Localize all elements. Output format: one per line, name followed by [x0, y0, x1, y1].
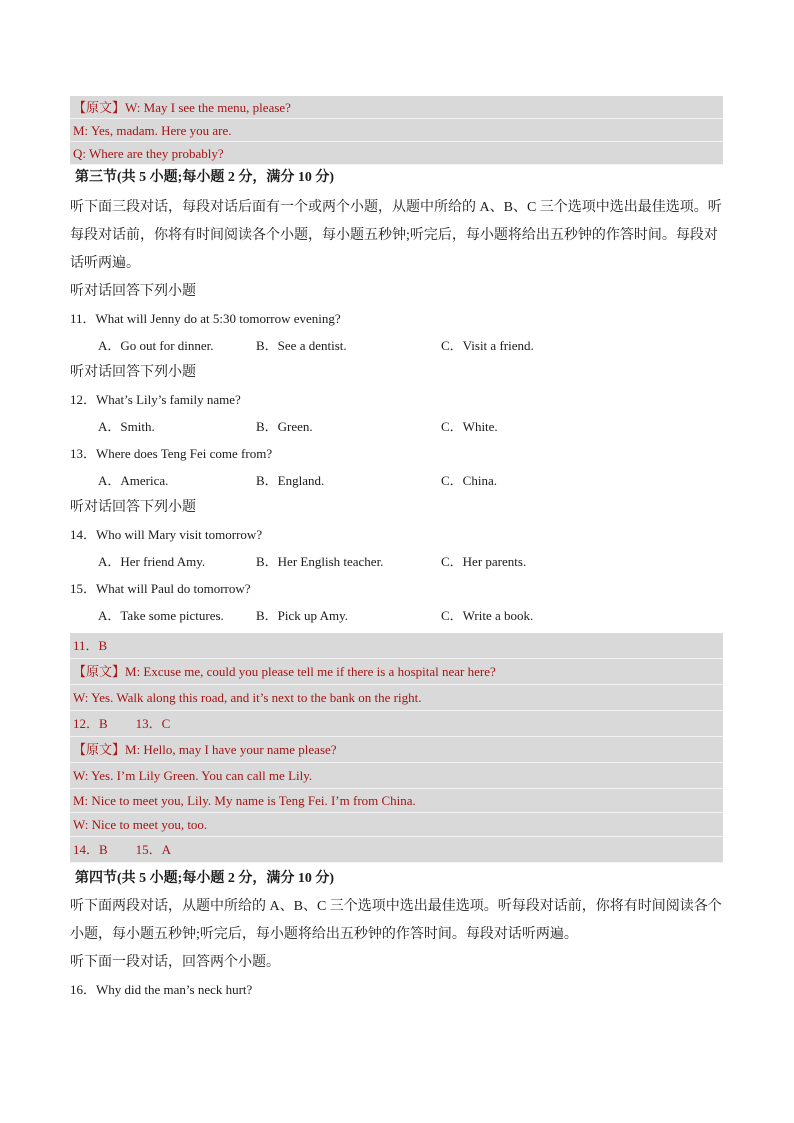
option-b: B．See a dentist.: [256, 338, 347, 353]
question-prompt: 听对话回答下列小题: [70, 365, 196, 380]
question-stem: 13．Where does Teng Fei come from?: [70, 446, 273, 461]
option-c: C．Her parents.: [441, 554, 527, 569]
transcript-line: [70, 737, 723, 763]
transcript-tag: 【原文】: [73, 742, 126, 757]
transcript-tag: 【原文】: [73, 100, 126, 115]
answer-12: 12．B: [73, 716, 108, 731]
transcript-line: W: Nice to meet you, too.: [70, 813, 723, 837]
transcript-text: M: Hello, may I have your name please?: [125, 742, 337, 757]
question-options: [70, 602, 723, 629]
answer-line: [70, 633, 723, 659]
option-a: A．Smith.: [98, 419, 155, 434]
answer-14: 14．B: [73, 842, 108, 857]
question-stem: 11．What will Jenny do at 5:30 tomorrow evening?: [70, 311, 341, 326]
section-instructions: 听下面三段对话，每段对话后面有一个或两个小题，从题中所给的 A、B、C 三个选项中选出最佳选项。听每段对话前，你将有时间阅读各个小题，每小题五秒钟;听完后，每小题将给出五秒钟的作答时间。每段对话听两遍。: [70, 200, 722, 271]
option-b: B．England.: [256, 473, 325, 488]
question-options: [70, 332, 723, 359]
transcript-line: Q: Where are they probably?: [70, 142, 723, 165]
transcript-line: W: Yes. I’m Lily Green. You can call me Lily.: [70, 763, 723, 789]
transcript-line: W: Yes. Walk along this road, and it’s next to the bank on the right.: [70, 685, 723, 711]
answer-13: 13．C: [135, 716, 171, 731]
option-c: C．Write a book.: [441, 608, 534, 623]
option-b: B．Her English teacher.: [256, 554, 384, 569]
transcript-text: M: Excuse me, could you please tell me if there is a hospital near here?: [125, 664, 496, 679]
question-prompt: 听对话回答下列小题: [70, 500, 196, 515]
transcript-line: [70, 659, 723, 685]
question-prompt: 听对话回答下列小题: [70, 284, 196, 299]
section-heading: 第四节(共 5 小题;每小题 2 分，满分 10 分): [75, 871, 334, 886]
option-b: B．Green.: [256, 419, 313, 434]
answer-line: [70, 837, 723, 863]
answer-15: 15．A: [135, 842, 172, 857]
question-stem: 12．What’s Lily’s family name?: [70, 392, 241, 407]
document-page: [70, 96, 723, 1003]
section-instructions: 听下面两段对话，从题中所给的 A、B、C 三个选项中选出最佳选项。听每段对话前，你将有时间阅读各个小题，每小题五秒钟;听完后，每小题将给出五秒钟的作答时间。每段对话听两遍。: [70, 899, 722, 942]
question-stem: 16．Why did the man’s neck hurt?: [70, 982, 253, 997]
option-c: C．China.: [441, 473, 497, 488]
question-options: [70, 467, 723, 494]
answer-line: [70, 711, 723, 737]
transcript-tag: 【原文】: [73, 664, 126, 679]
option-a: A．Go out for dinner.: [98, 338, 214, 353]
question-prompt: 听下面一段对话，回答两个小题。: [70, 955, 280, 970]
option-b: B．Pick up Amy.: [256, 608, 348, 623]
transcript-line: [70, 96, 723, 119]
question-options: [70, 548, 723, 575]
transcript-text: W: May I see the menu, please?: [125, 100, 291, 115]
answer-11: 11．B: [73, 638, 108, 653]
question-stem: 14．Who will Mary visit tomorrow?: [70, 527, 263, 542]
option-c: C．Visit a friend.: [441, 338, 534, 353]
question-stem: 15．What will Paul do tomorrow?: [70, 581, 251, 596]
option-a: A．Her friend Amy.: [98, 554, 206, 569]
option-a: A．America.: [98, 473, 169, 488]
section-heading: 第三节(共 5 小题;每小题 2 分，满分 10 分): [75, 170, 334, 185]
transcript-line: M: Yes, madam. Here you are.: [70, 119, 723, 142]
transcript-line: M: Nice to meet you, Lily. My name is Teng Fei. I’m from China.: [70, 789, 723, 813]
question-options: [70, 413, 723, 440]
option-c: C．White.: [441, 419, 498, 434]
option-a: A．Take some pictures.: [98, 608, 224, 623]
